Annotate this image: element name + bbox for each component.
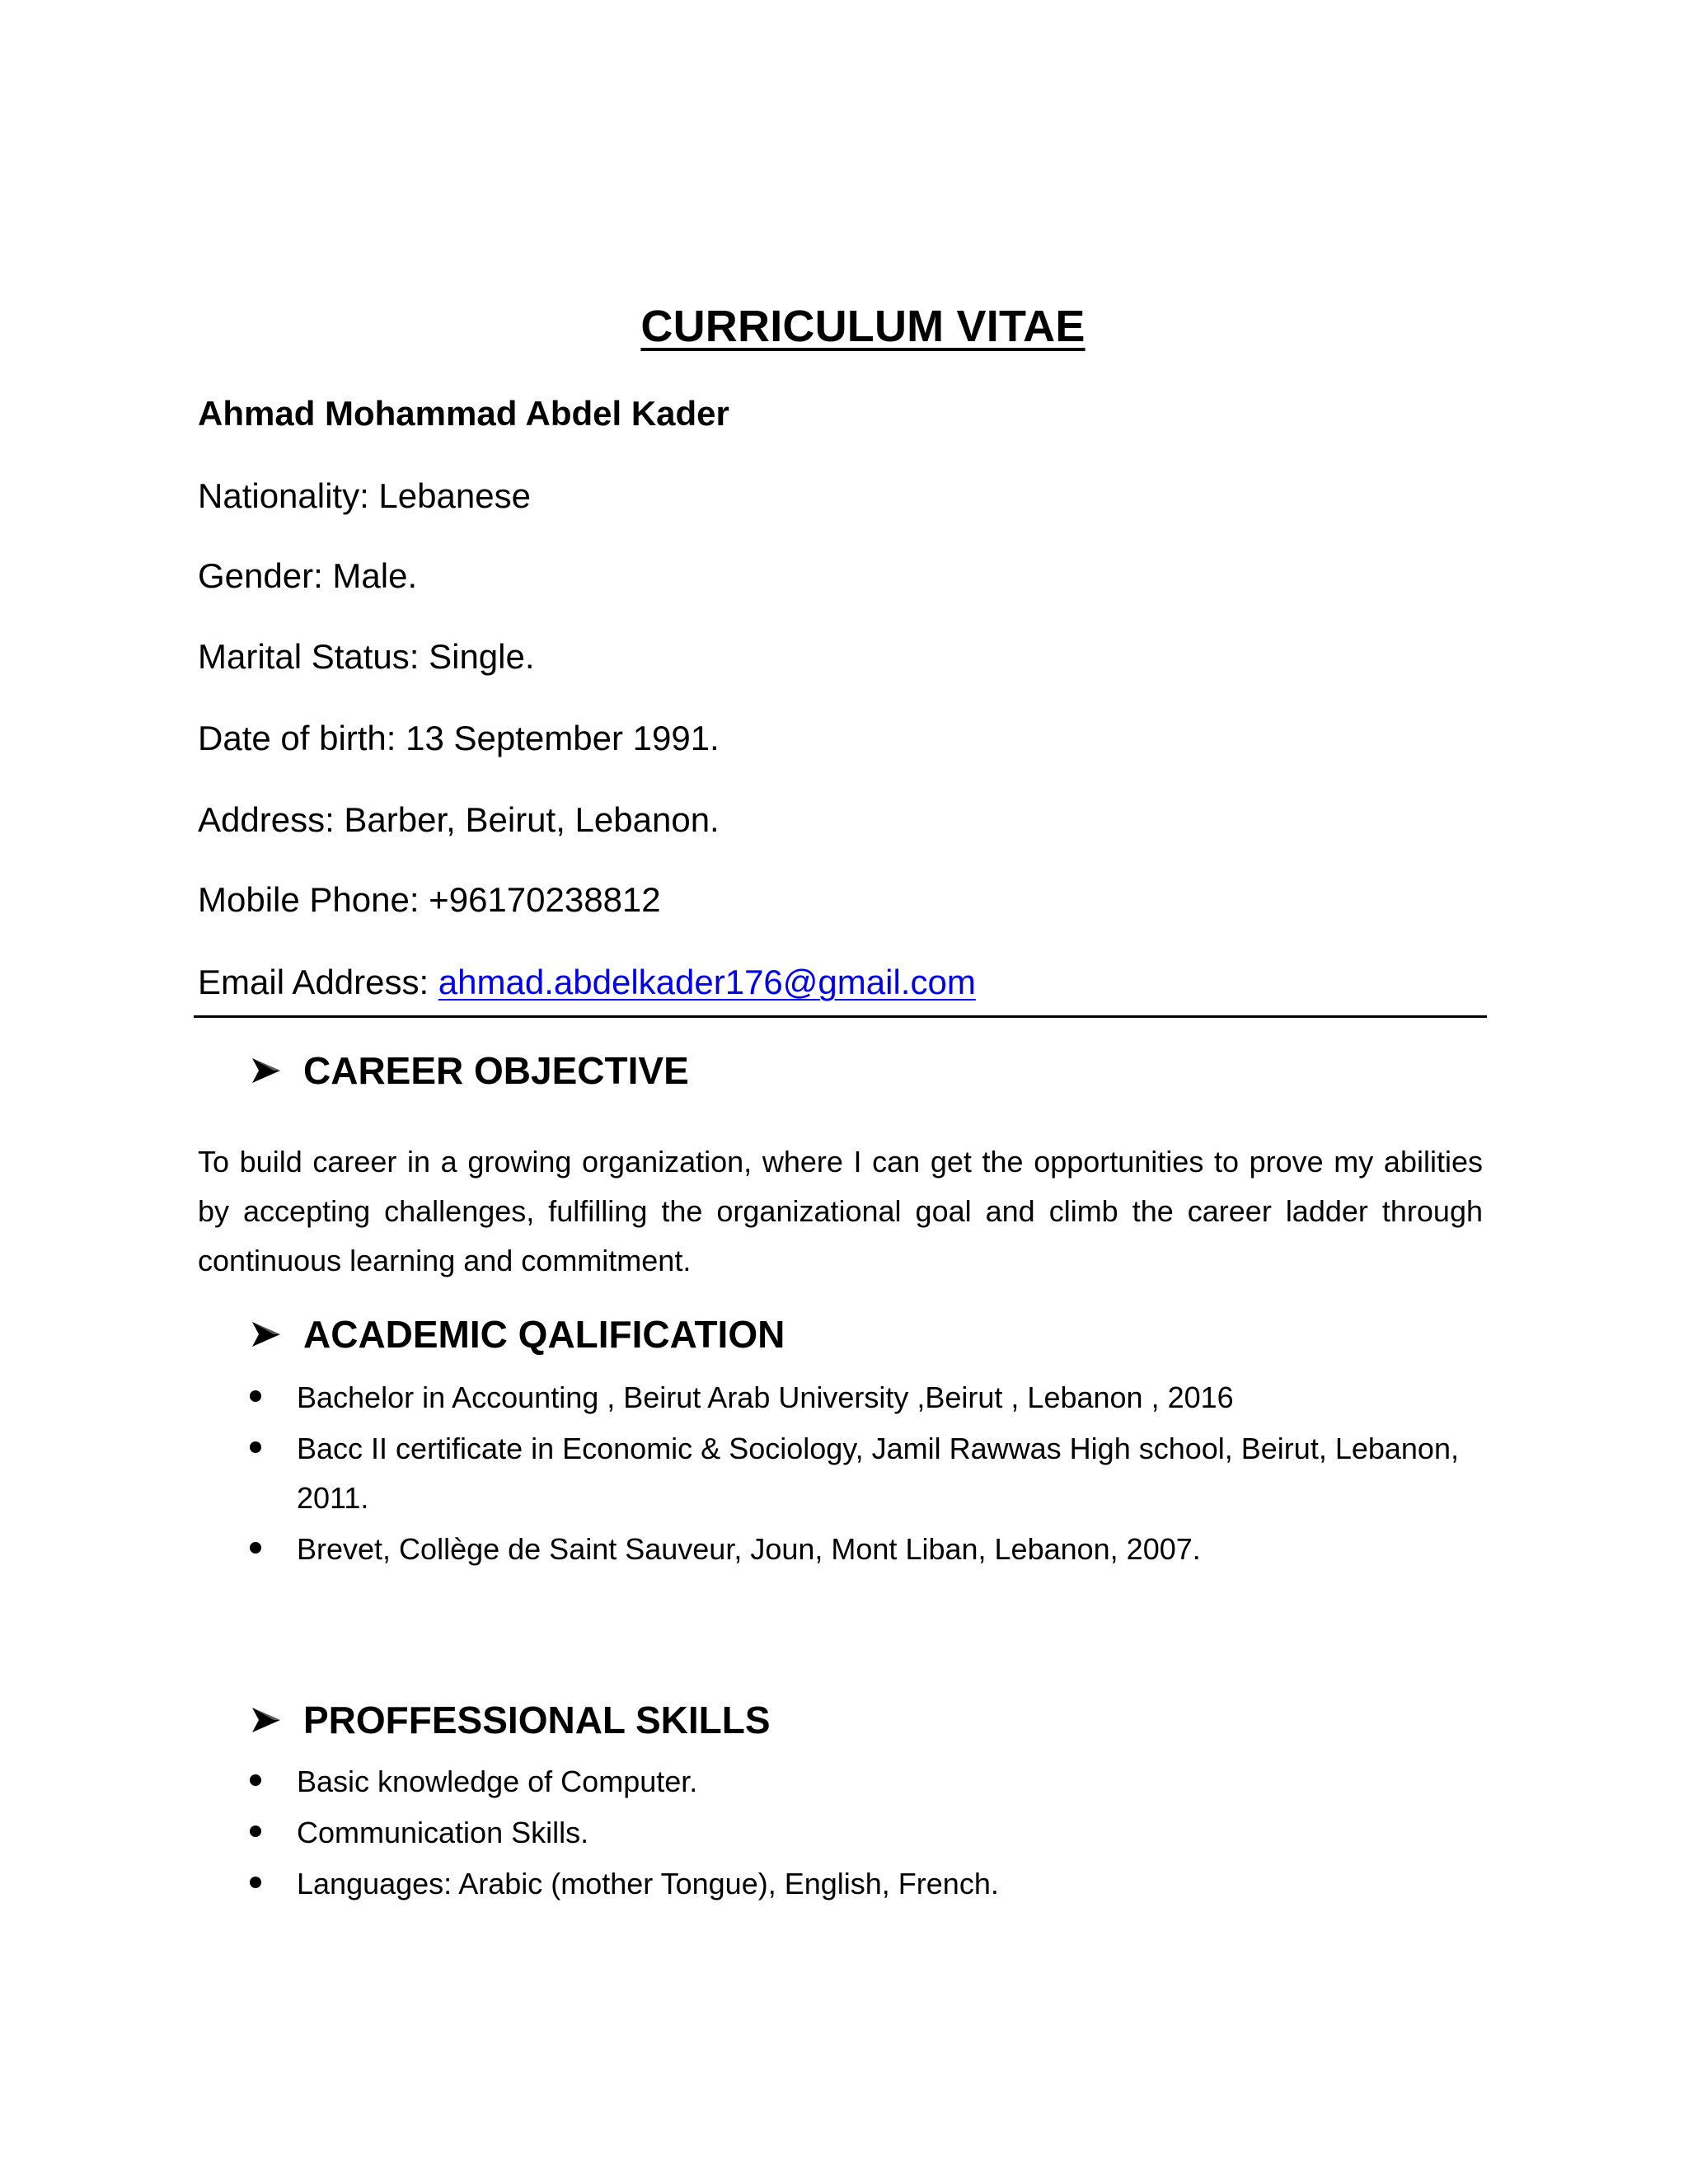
- list-item: [247, 1859, 1484, 1909]
- email-line: [198, 963, 976, 1002]
- document-title: CURRICULUM VITAE: [640, 302, 1085, 351]
- list-item: [247, 1373, 1484, 1422]
- career-objective-heading-text: CAREER OBJECTIVE: [303, 1049, 689, 1092]
- list-item: [247, 1525, 1484, 1574]
- career-objective-text: To build career in a growing organization, where I can get the opportunities to prove my abilities by accepting challenges, fulfilling the organizational goal and climb the career ladder through continuous learning and commitment.: [198, 1145, 1483, 1277]
- bullet-icon: [250, 1774, 261, 1786]
- marital-status-line: Marital Status: Single.: [198, 637, 535, 676]
- candidate-name: Ahmad Mohammad Abdel Kader: [198, 394, 729, 433]
- career-objective-heading: [249, 1048, 689, 1093]
- list-item-text: Basic knowledge of Computer.: [297, 1765, 698, 1798]
- list-item: [247, 1808, 1484, 1858]
- arrowhead-icon: [249, 1053, 284, 1088]
- gender-line: Gender: Male.: [198, 556, 418, 595]
- professional-skills-heading-text: PROFFESSIONAL SKILLS: [303, 1699, 771, 1741]
- header-divider: [194, 1015, 1487, 1018]
- bullet-icon: [250, 1441, 261, 1453]
- date-of-birth-line: Date of birth: 13 September 1991.: [198, 719, 720, 757]
- bullet-icon: [250, 1877, 261, 1888]
- arrowhead-icon: [249, 1317, 284, 1352]
- nationality-line: Nationality: Lebanese: [198, 476, 531, 515]
- professional-skills-list: [247, 1757, 1484, 1910]
- academic-qualification-heading: [249, 1312, 785, 1357]
- list-item-text: Languages: Arabic (mother Tongue), English, French.: [297, 1867, 999, 1900]
- email-link[interactable]: ahmad.abdelkader176@gmail.com: [438, 963, 976, 1001]
- bullet-icon: [250, 1542, 261, 1554]
- arrowhead-icon: [249, 1703, 284, 1737]
- mobile-phone-line: Mobile Phone: +96170238812: [198, 880, 661, 919]
- email-label: Email Address:: [198, 963, 438, 1001]
- address-line: Address: Barber, Beirut, Lebanon.: [198, 800, 720, 839]
- list-item: [247, 1424, 1484, 1523]
- bullet-icon: [250, 1390, 261, 1402]
- bullet-icon: [250, 1825, 261, 1837]
- academic-qualification-list: [247, 1373, 1484, 1576]
- list-item-text: Brevet, Collège de Saint Sauveur, Joun, Mont Liban, Lebanon, 2007.: [297, 1532, 1201, 1566]
- academic-qualification-heading-text: ACADEMIC QALIFICATION: [303, 1313, 785, 1356]
- list-item-text: Bachelor in Accounting , Beirut Arab University ,Beirut , Lebanon , 2016: [297, 1380, 1234, 1414]
- list-item-text: Bacc II certificate in Economic & Sociology, Jamil Rawwas High school, Beirut, Lebanon, 2011.: [297, 1432, 1459, 1515]
- professional-skills-heading: [249, 1698, 771, 1742]
- list-item-text: Communication Skills.: [297, 1816, 589, 1849]
- list-item: [247, 1757, 1484, 1807]
